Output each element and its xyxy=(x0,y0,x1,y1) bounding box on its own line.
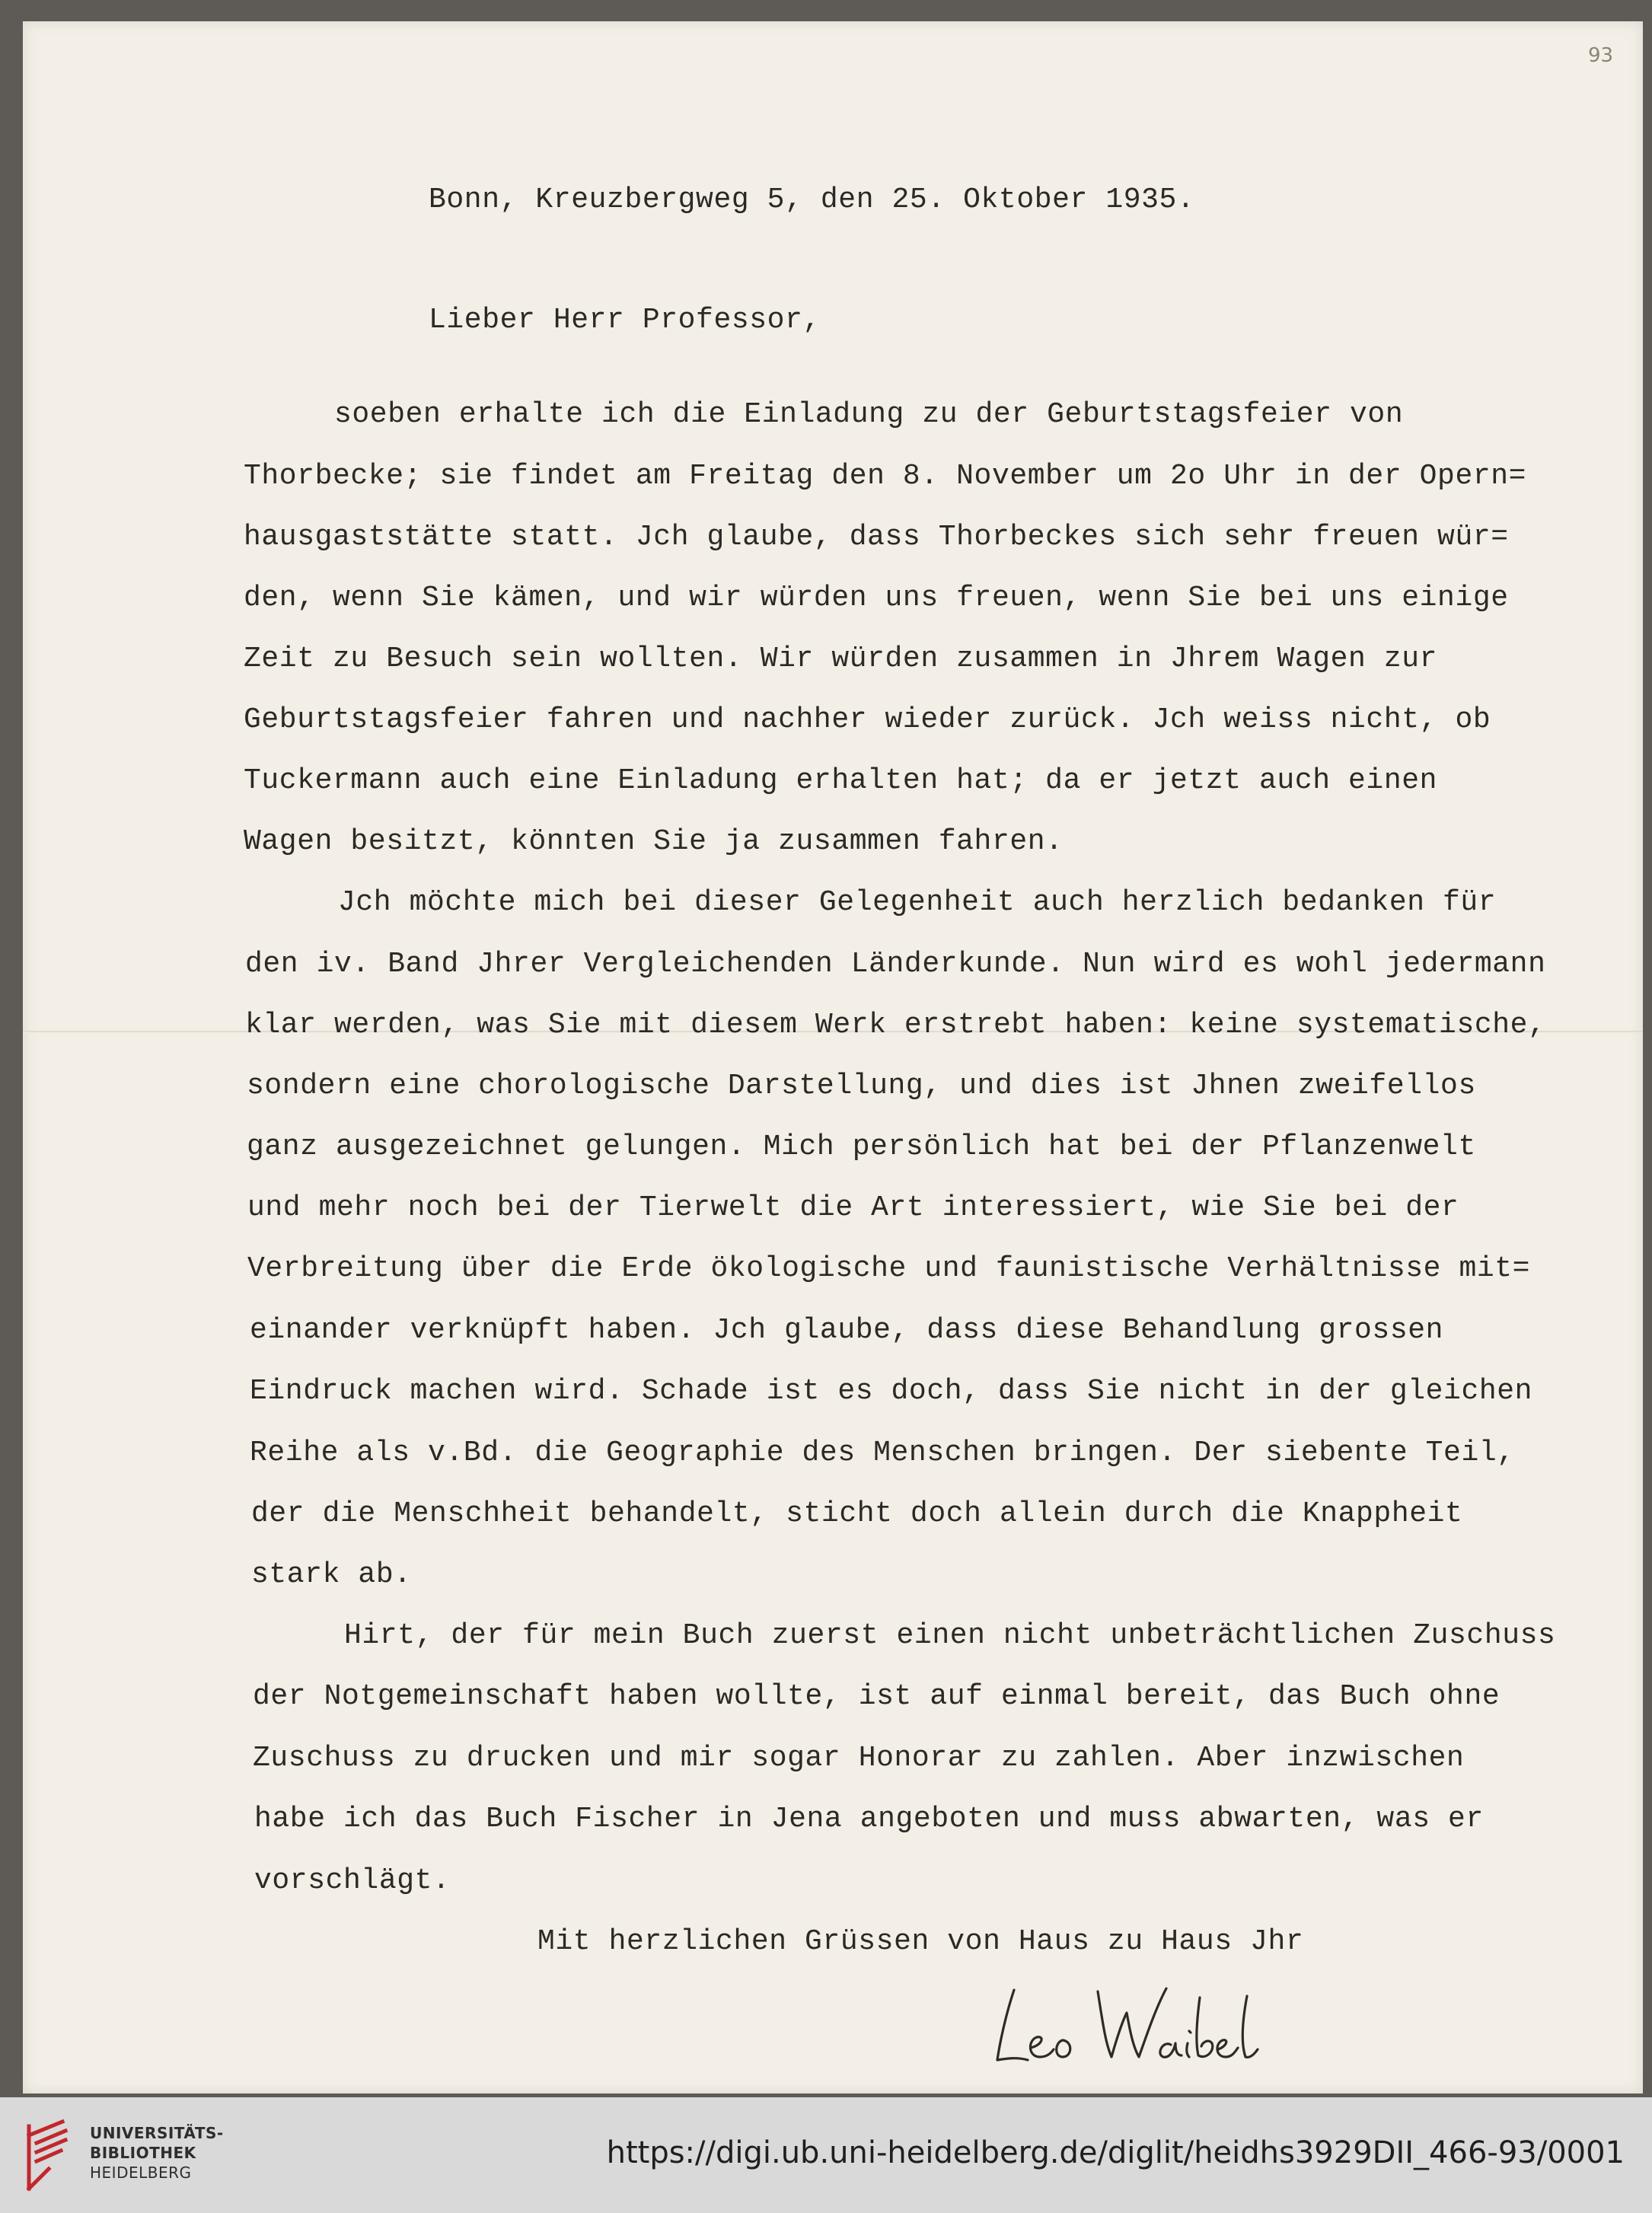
body-line: den, wenn Sie kämen, und wir würden uns freuen, wenn Sie bei uns einige xyxy=(244,582,1509,614)
library-name-line3: HEIDELBERG xyxy=(90,2164,192,2182)
body-line: Jch möchte mich bei dieser Gelegenheit auch herzlich bedanken für xyxy=(338,886,1497,919)
handwritten-signature xyxy=(984,1975,1265,2081)
place-date-line: Bonn, Kreuzbergweg 5, den 25. Oktober 1935. xyxy=(429,183,1195,216)
body-line: stark ab. xyxy=(251,1558,412,1591)
body-line: Zuschuss zu drucken und mir sogar Honorar zu zahlen. Aber inzwischen xyxy=(253,1742,1465,1775)
body-line: Verbreitung über die Erde ökologische und faunistische Verhältnisse mit= xyxy=(247,1252,1531,1285)
letter-page xyxy=(23,21,1643,2093)
body-line: habe ich das Buch Fischer in Jena angeboten und muss abwarten, was er xyxy=(254,1803,1484,1835)
library-name-line2: BIBLIOTHEK xyxy=(90,2144,196,2162)
body-line: Thorbecke; sie findet am Freitag den 8. November um 2o Uhr in der Opern= xyxy=(244,460,1527,493)
body-line: der die Menschheit behandelt, sticht doch allein durch die Knappheit xyxy=(251,1497,1463,1530)
body-line: vorschlägt. xyxy=(254,1864,451,1897)
body-line: hausgaststätte statt. Jch glaube, dass Thorbeckes sich sehr freuen wür= xyxy=(244,521,1509,553)
body-line: Zeit zu Besuch sein wollten. Wir würden zusammen in Jhrem Wagen zur xyxy=(244,643,1438,675)
permalink-url[interactable]: https://digi.ub.uni-heidelberg.de/diglit/heidhs3929DII_466-93/0001 xyxy=(606,2135,1625,2170)
body-line: Eindruck machen wird. Schade ist es doch, dass Sie nicht in der gleichen xyxy=(250,1375,1533,1408)
body-line: Wagen besitzt, könnten Sie ja zusammen fahren. xyxy=(244,825,1064,858)
library-footer xyxy=(0,2097,1652,2213)
body-line: Tuckermann auch eine Einladung erhalten hat; da er jetzt auch einen xyxy=(244,764,1438,797)
body-line: klar werden, was Sie mit diesem Werk erstrebt haben: keine systematische, xyxy=(245,1009,1546,1041)
closing-line: Mit herzlichen Grüssen von Haus zu Haus Jhr xyxy=(537,1925,1304,1958)
body-line: sondern eine chorologische Darstellung, und dies ist Jhnen zweifellos xyxy=(247,1070,1476,1102)
body-line: Geburtstagsfeier fahren und nachher wieder zurück. Jch weiss nicht, ob xyxy=(244,703,1491,736)
salutation: Lieber Herr Professor, xyxy=(429,304,821,336)
body-line: Hirt, der für mein Buch zuerst einen nicht unbeträchtlichen Zuschuss xyxy=(344,1619,1556,1652)
body-line: und mehr noch bei der Tierwelt die Art interessiert, wie Sie bei der xyxy=(247,1191,1459,1224)
body-line: Reihe als v.Bd. die Geographie des Menschen bringen. Der siebente Teil, xyxy=(250,1437,1515,1469)
library-name xyxy=(90,2123,224,2183)
body-line: der Notgemeinschaft haben wollte, ist auf einmal bereit, das Buch ohne xyxy=(253,1680,1501,1713)
body-line: einander verknüpft haben. Jch glaube, dass diese Behandlung grossen xyxy=(250,1314,1444,1347)
body-line: ganz ausgezeichnet gelungen. Mich persönlich hat bei der Pflanzenwelt xyxy=(247,1130,1476,1163)
body-line: den iv. Band Jhrer Vergleichenden Länderkunde. Nun wird es wohl jedermann xyxy=(245,948,1546,981)
library-name-line1: UNIVERSITÄTS- xyxy=(90,2124,224,2142)
library-logo-icon xyxy=(18,2113,79,2198)
page-number: 93 xyxy=(1588,44,1614,67)
body-line: soeben erhalte ich die Einladung zu der Geburtstagsfeier von xyxy=(334,398,1404,431)
